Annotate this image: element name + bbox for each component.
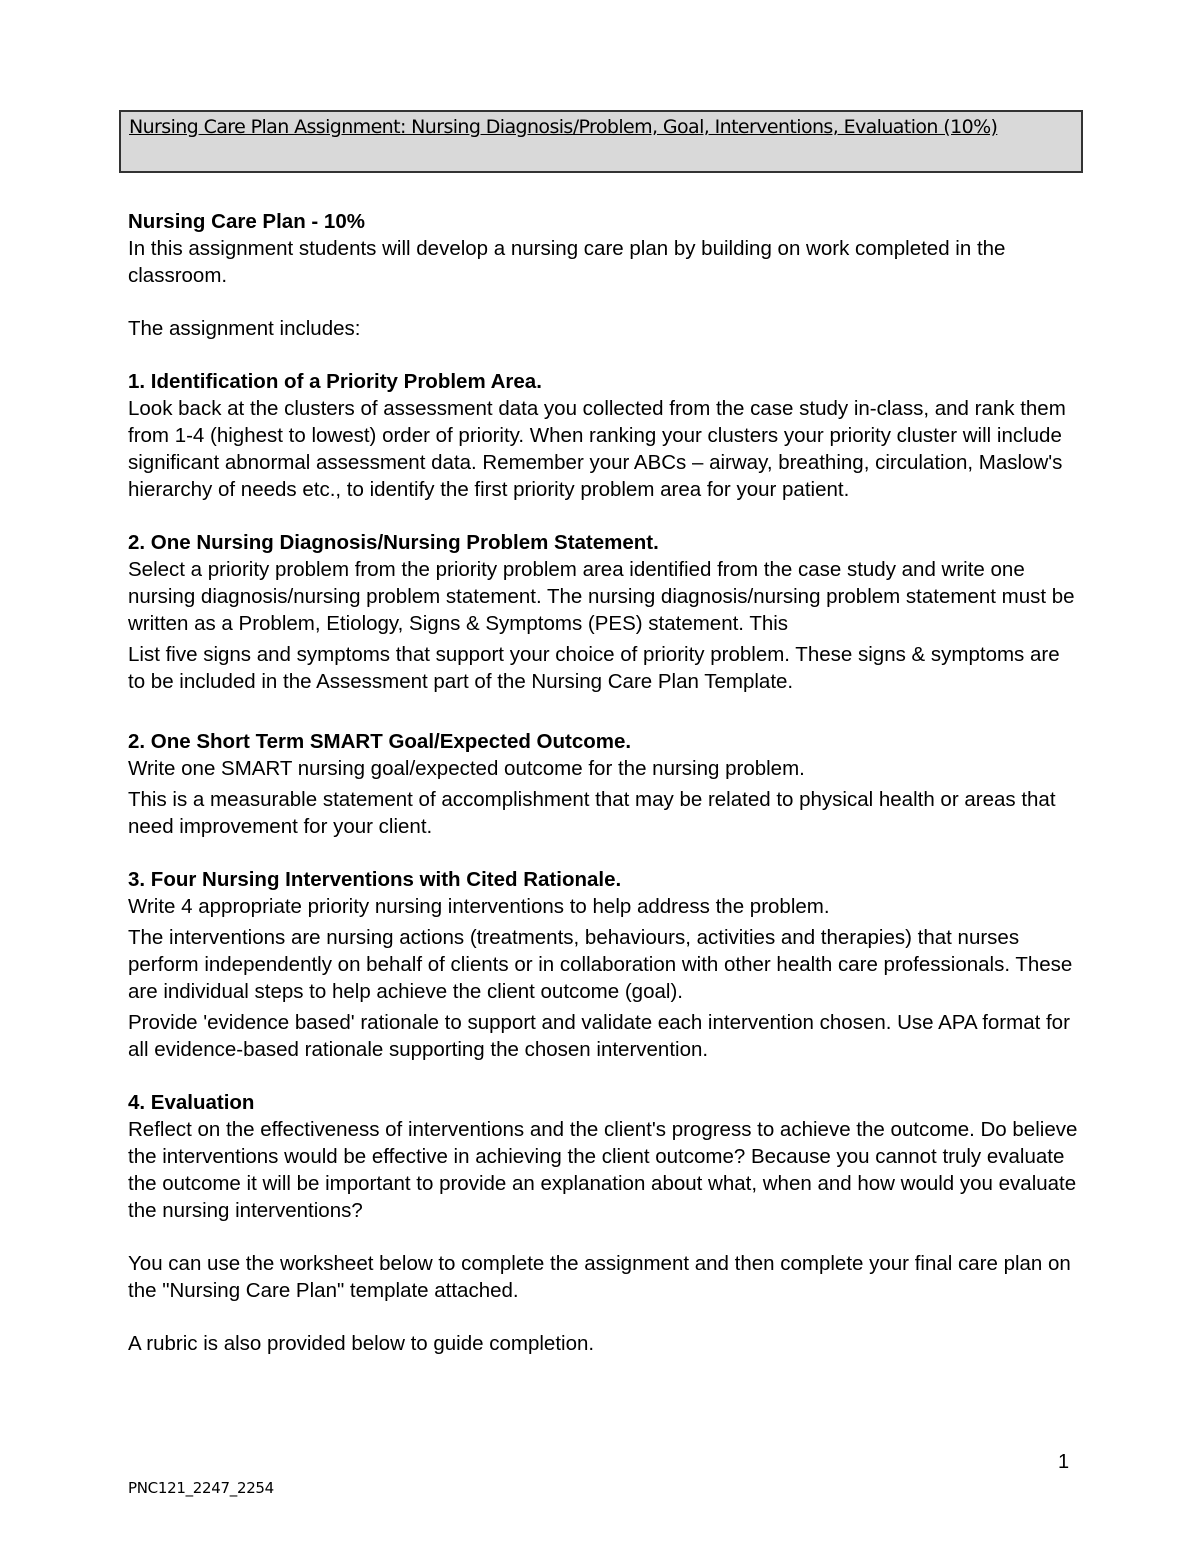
section-2-paragraph-1: Select a priority problem from the priority problem area identified from the case study and write one nursing diagnosis/nursing problem statement. The nursing diagnosis/nursing problem statement must be written as a Problem, Etiology, Signs & Symptoms (PES) statement. This [128, 558, 1075, 635]
section-1-paragraph-1: Look back at the clusters of assessment data you collected from the case study in-class, and rank them from 1-4 (highest to lowest) order of priority. When ranking your clusters your priority cluster will include significant abnormal assessment data. Remember your ABCs – airway, breathing, circulation, Maslow's hierarchy of needs etc., to identify the first priority problem area for your patient. [128, 397, 1066, 501]
includes-text: The assignment includes: [128, 317, 361, 340]
worksheet-text: You can use the worksheet below to complete the assignment and then complete your final care plan on the "Nursing Care Plan" template attached. [128, 1252, 1071, 1302]
section-3-paragraph-1: Write one SMART nursing goal/expected outcome for the nursing problem. [128, 757, 805, 780]
document-title: Nursing Care Plan Assignment: Nursing Diagnosis/Problem, Goal, Interventions, Evaluation (10%) [129, 116, 998, 138]
section-5-heading: 4. Evaluation [128, 1091, 255, 1114]
section-3-paragraph-2: This is a measurable statement of accomplishment that may be related to physical health or areas that need improvement for your client. [128, 788, 1056, 838]
section-4-paragraph-2: The interventions are nursing actions (treatments, behaviours, activities and therapies) that nurses perform independently on behalf of clients or in collaboration with other health care professionals. These are individual steps to help achieve the client outcome (goal). [128, 926, 1073, 1003]
section-2-heading: 2. One Nursing Diagnosis/Nursing Problem Statement. [128, 531, 659, 554]
section-4-heading: 3. Four Nursing Interventions with Cited Rationale. [128, 868, 622, 891]
section-4-paragraph-1: Write 4 appropriate priority nursing interventions to help address the problem. [128, 895, 830, 918]
document-body [128, 208, 1078, 1357]
section-5-paragraph-1: Reflect on the effectiveness of interventions and the client's progress to achieve the outcome. Do believe the interventions would be effective in achieving the client outcome? Because you cannot truly evaluate the outcome it will be important to provide an explanation about what, when and how would you evaluate the nursing interventions? [128, 1118, 1078, 1222]
page-number: 1 [1058, 1451, 1070, 1473]
intro-text: In this assignment students will develop a nursing care plan by building on work completed in the classroom. [128, 237, 1006, 287]
section-2-paragraph-2: List five signs and symptoms that support your choice of priority problem. These signs & symptoms are to be included in the Assessment part of the Nursing Care Plan Template. [128, 643, 1060, 693]
footer-course-code: PNC121_2247_2254 [128, 1479, 274, 1497]
document-title-box [119, 110, 1083, 173]
section-4-paragraph-3: Provide 'evidence based' rationale to support and validate each intervention chosen. Use APA format for all evidence-based rationale supporting the chosen intervention. [128, 1011, 1070, 1061]
intro-heading: Nursing Care Plan - 10% [128, 210, 365, 233]
rubric-text: A rubric is also provided below to guide completion. [128, 1332, 595, 1355]
section-3-heading: 2. One Short Term SMART Goal/Expected Outcome. [128, 730, 632, 753]
section-1-heading: 1. Identification of a Priority Problem Area. [128, 370, 542, 393]
